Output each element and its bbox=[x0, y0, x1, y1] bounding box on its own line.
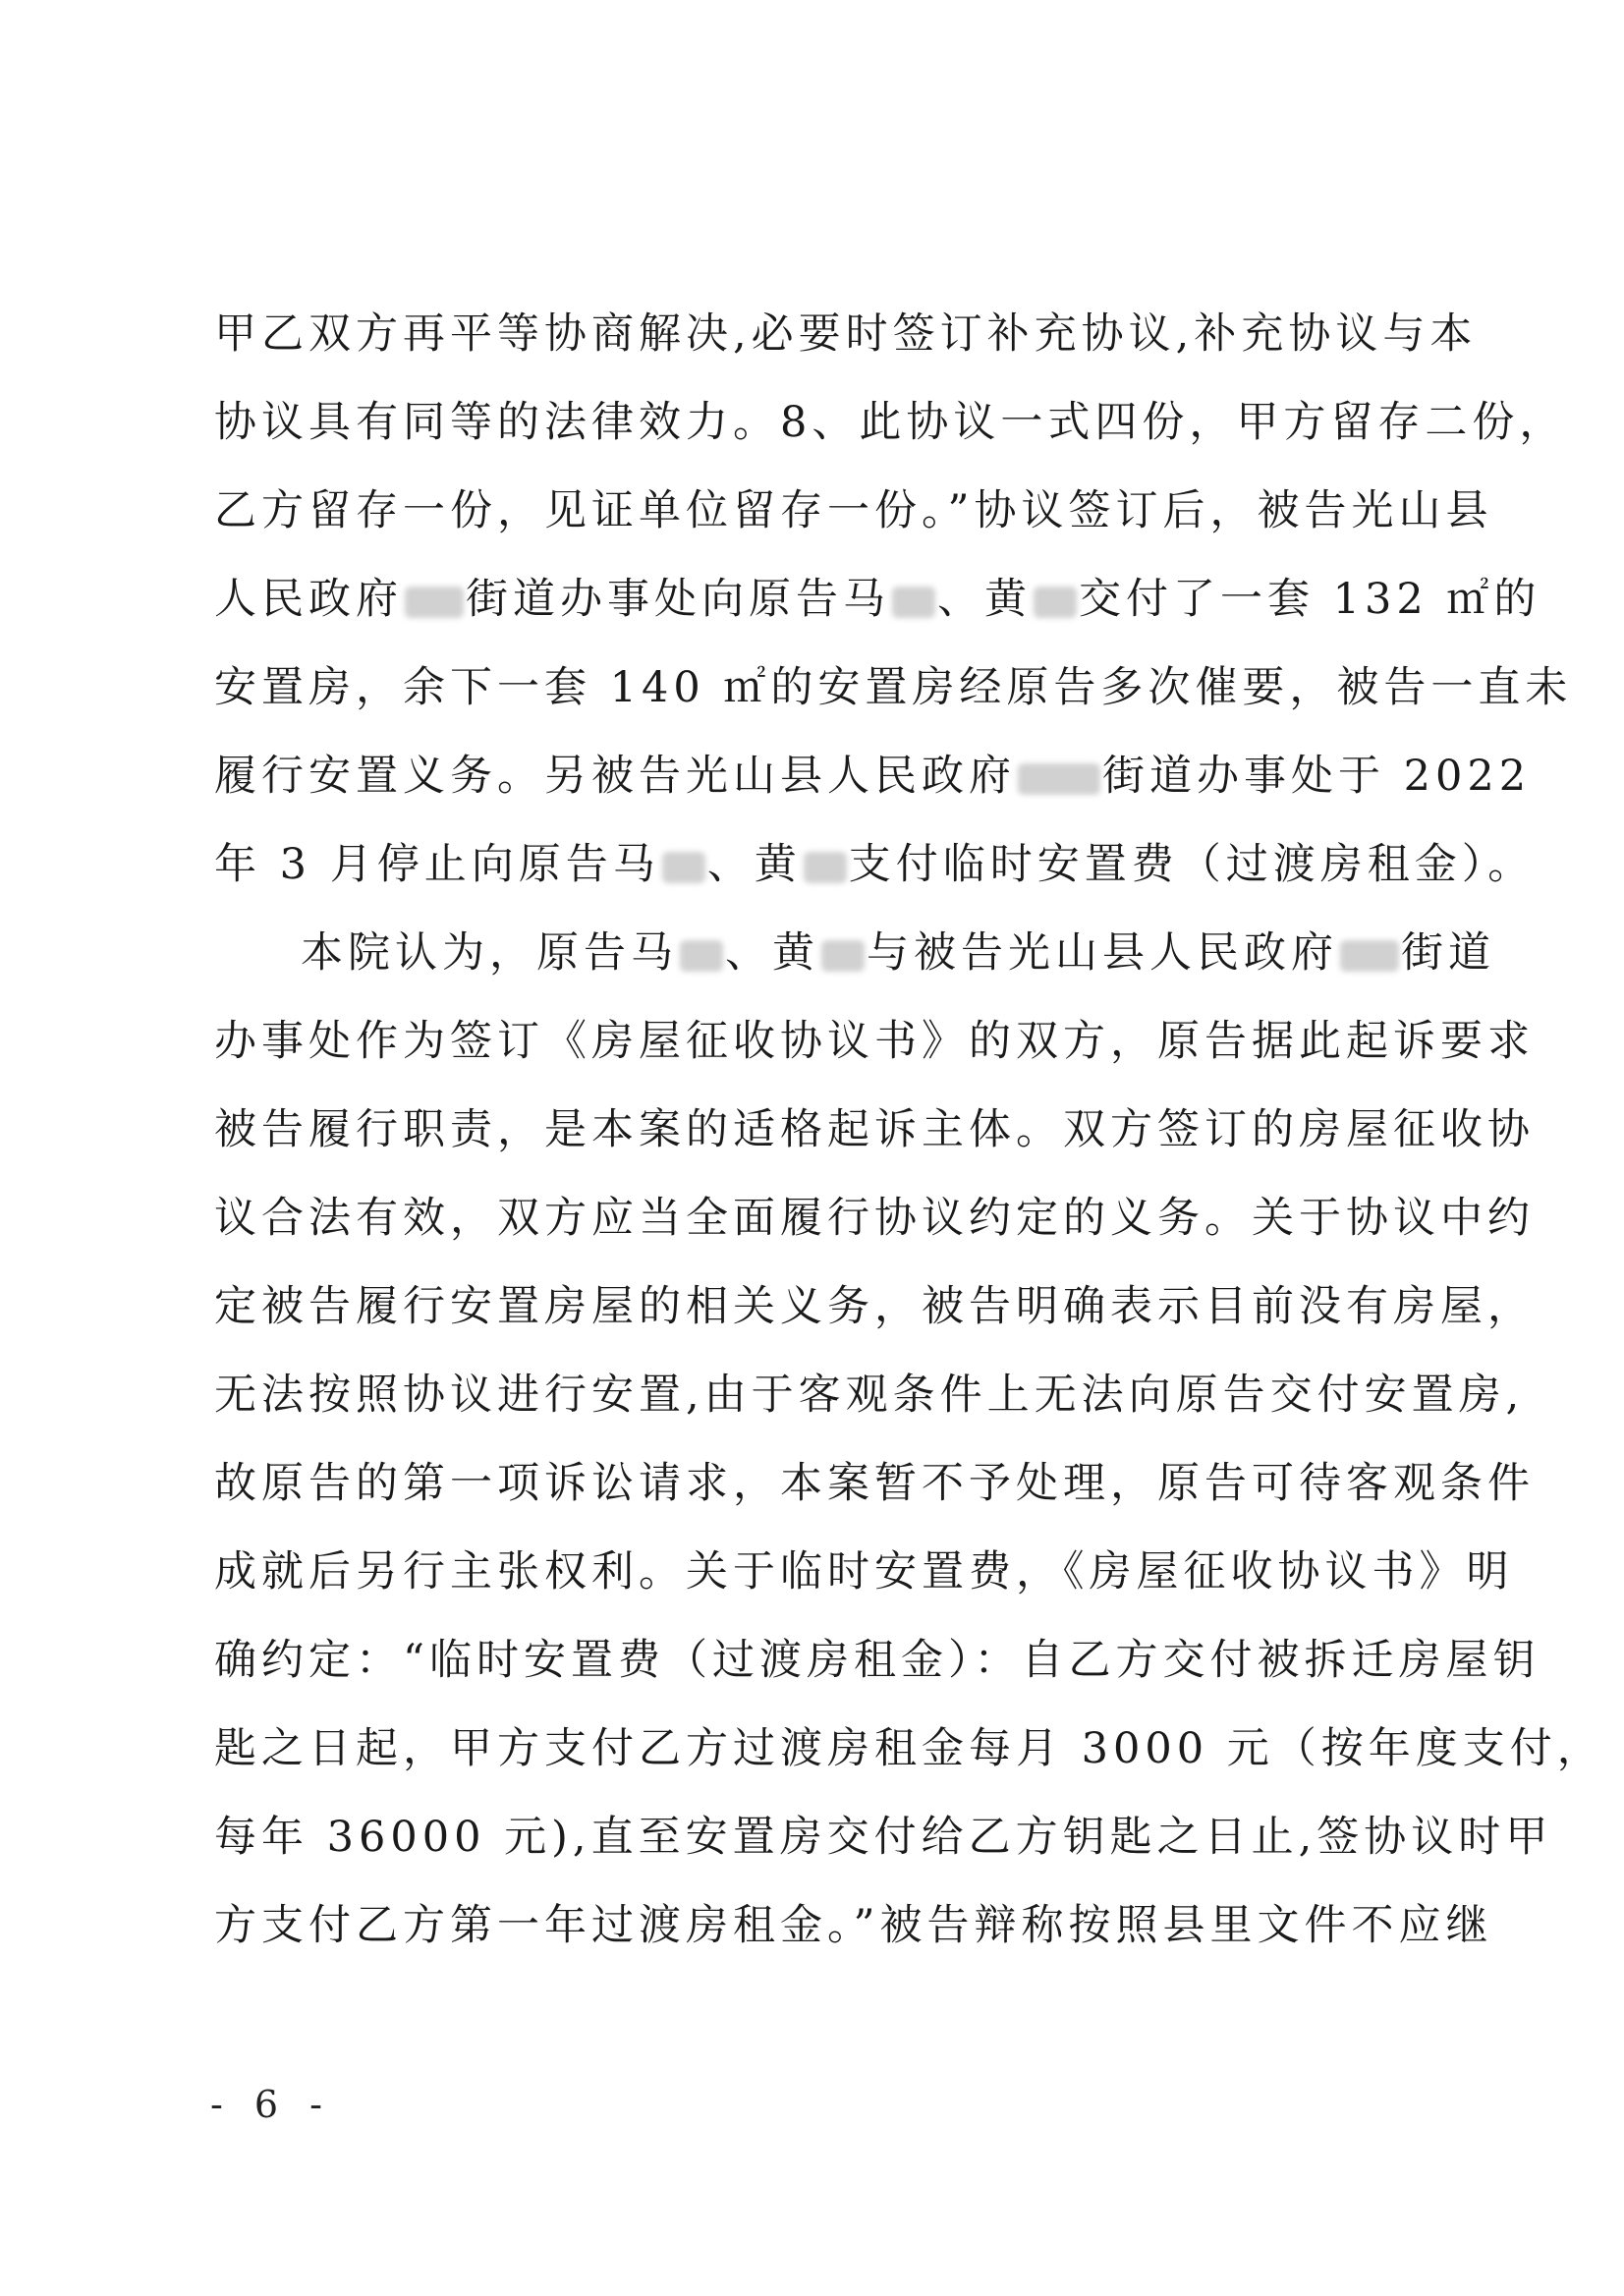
redaction-mark bbox=[892, 587, 935, 618]
text-line bbox=[214, 1174, 1535, 1262]
text-line bbox=[214, 1439, 1535, 1528]
text-run: 方支付乙方第一年过渡房租金。”被告辩称按照县里文件不应继 bbox=[214, 1901, 1493, 1950]
redaction-mark bbox=[680, 940, 723, 972]
text-run: 人民政府 bbox=[214, 575, 403, 624]
text-run: 与被告光山县人民政府 bbox=[867, 928, 1338, 978]
text-run: 交付了一套 132 ㎡的 bbox=[1079, 575, 1541, 624]
text-line bbox=[214, 1793, 1553, 1881]
redaction-mark bbox=[1340, 940, 1399, 972]
text-line bbox=[214, 644, 1573, 732]
text-line bbox=[214, 1262, 1535, 1351]
text-run: 、黄 bbox=[725, 928, 819, 978]
text-run: 甲乙双方再平等协商解决,必要时签订补充协议,补充协议与本 bbox=[214, 309, 1478, 359]
redaction-mark bbox=[405, 587, 464, 618]
text-run: 每年 36000 元),直至安置房交付给乙方钥匙之日止,签协议时甲 bbox=[214, 1813, 1553, 1862]
text-run: 乙方留存一份，见证单位留存一份。”协议签订后，被告光山县 bbox=[214, 486, 1493, 535]
text-run: 故原告的第一项诉讼请求，本案暂不予处理，原告可待客观条件 bbox=[214, 1459, 1535, 1508]
text-run: 议合法有效，双方应当全面履行协议约定的义务。关于协议中约 bbox=[214, 1194, 1535, 1243]
text-run: 定被告履行安置房屋的相关义务，被告明确表示目前没有房屋， bbox=[214, 1282, 1535, 1331]
text-line bbox=[214, 467, 1493, 555]
text-run: 支付临时安置费（过渡房租金）。 bbox=[848, 840, 1536, 889]
text-run: 履行安置义务。另被告光山县人民政府 bbox=[214, 752, 1016, 801]
text-line bbox=[214, 1351, 1525, 1439]
text-run: 成就后另行主张权利。关于临时安置费，《房屋征收协议书》明 bbox=[214, 1547, 1514, 1596]
text-line bbox=[214, 997, 1535, 1086]
text-run: 确约定：“临时安置费（过渡房租金）：自乙方交付被拆迁房屋钥 bbox=[214, 1636, 1540, 1685]
redaction-mark bbox=[804, 852, 847, 883]
text-run: 、黄 bbox=[937, 575, 1032, 624]
text-line bbox=[214, 909, 1495, 997]
text-line bbox=[214, 1881, 1493, 1970]
text-run: 无法按照协议进行安置,由于客观条件上无法向原告交付安置房, bbox=[214, 1371, 1525, 1420]
text-line bbox=[214, 290, 1478, 378]
text-line bbox=[214, 732, 1532, 820]
text-line bbox=[214, 820, 1536, 909]
text-line bbox=[214, 1705, 1604, 1793]
redaction-mark bbox=[1018, 763, 1100, 795]
text-run: 被告履行职责，是本案的适格起诉主体。双方签订的房屋征收协 bbox=[214, 1105, 1535, 1154]
text-run: 办事处作为签订《房屋征收协议书》的双方，原告据此起诉要求 bbox=[214, 1017, 1535, 1066]
text-run: 街道 bbox=[1401, 928, 1495, 978]
text-line bbox=[214, 1086, 1535, 1174]
text-run: 匙之日起，甲方支付乙方过渡房租金每月 3000 元（按年度支付， bbox=[214, 1724, 1604, 1773]
text-line bbox=[214, 378, 1567, 467]
text-line bbox=[214, 1616, 1540, 1705]
text-run: 协议具有同等的法律效力。8、此协议一式四份，甲方留存二份， bbox=[214, 398, 1567, 447]
redaction-mark bbox=[662, 852, 705, 883]
text-run: 安置房，余下一套 140 ㎡的安置房经原告多次催要，被告一直未 bbox=[214, 663, 1573, 712]
text-run: 、黄 bbox=[706, 840, 802, 889]
document-body bbox=[214, 290, 1604, 1970]
text-run: 街道办事处向原告马 bbox=[466, 575, 890, 624]
page-number: - 6 - bbox=[210, 2083, 333, 2126]
text-line bbox=[214, 555, 1541, 644]
text-run: 街道办事处于 2022 bbox=[1102, 752, 1532, 801]
redaction-mark bbox=[1034, 587, 1077, 618]
text-run: 年 3 月停止向原告马 bbox=[214, 840, 660, 889]
text-line bbox=[214, 1528, 1514, 1616]
text-run: 本院认为，原告马 bbox=[301, 928, 678, 978]
redaction-mark bbox=[821, 940, 865, 972]
